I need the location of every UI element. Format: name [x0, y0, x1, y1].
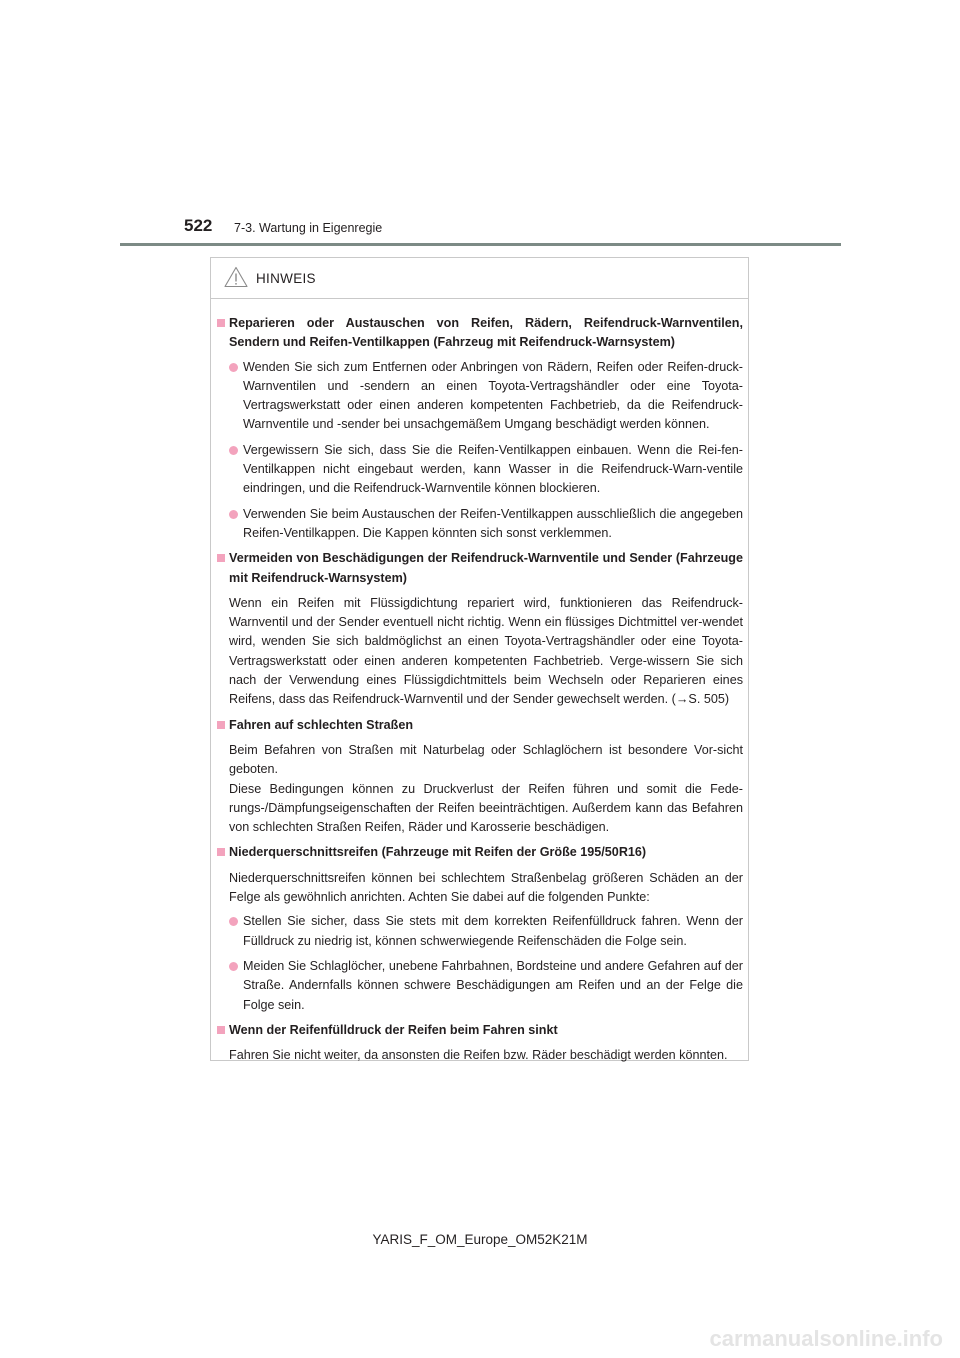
- paragraph: Wenn ein Reifen mit Flüssigdichtung repariert wird, funktionieren das Reifendruck-Warnventil und der Sender eventuell nicht richtig. Wenn ein flüssiges Dichtmittel ver-wendet wird, wenden Sie sich baldmöglichst an einen Toyota-Vertragshändler oder eine Toyota-Vertragswerkstatt oder einen anderen kompetenten Fachbetrieb. Verge-wissern Sie sich nach der Verwendung eines Flüssigdichtmittels beim Wechseln oder Reparieren eines Reifens, dass das Reifendruck-Warnventil und der Sender gewechselt werden. (→S. 505): [229, 595, 743, 707]
- note-section: [217, 314, 743, 543]
- note-body: [217, 314, 743, 1071]
- bullet-text: Vergewissern Sie sich, dass Sie die Reifen-Ventilkappen einbauen. Wenn die Rei-fen-Ventilkappen nicht eingebaut werden, kann Wasser in die Reifendruck-Warn-ventile eindringen, und die Reifendruck-Warnventile können blockieren.: [243, 442, 743, 496]
- bullet-dot: [229, 446, 238, 455]
- note-section-title: Fahren auf schlechten Straßen: [229, 717, 414, 732]
- note-section: [217, 716, 743, 838]
- note-section: [217, 843, 743, 1014]
- warning-triangle-icon: [224, 266, 248, 288]
- paragraph: Fahren Sie nicht weiter, da ansonsten die Reifen bzw. Räder beschädigt werden könnten.: [229, 1048, 728, 1063]
- note-section-title: Reparieren oder Austauschen von Reifen, Rädern, Reifendruck-Warnventilen, Sendern und Reifen-Ventilkappen (Fahrzeug mit Reifendruck-Warnsystem): [229, 316, 743, 350]
- header-rule: [120, 243, 841, 246]
- bullet-text: Meiden Sie Schlaglöcher, unebene Fahrbahnen, Bordsteine und andere Gefahren auf der Straße. Andernfalls können schwere Beschädigungen am Reifen und an der Felge die Folge sein.: [243, 958, 743, 1012]
- page-number: 522: [184, 216, 213, 235]
- bullet-text: Verwenden Sie beim Austauschen der Reifen-Ventilkappen ausschließlich die angegeben Reifen-Ventilkappen. Die Kappen könnten sich sonst verklemmen.: [243, 506, 743, 540]
- bullet-dot: [229, 917, 238, 926]
- bullet-item: [229, 912, 743, 951]
- bullet-item: [229, 358, 743, 435]
- bullet-text: Stellen Sie sicher, dass Sie stets mit dem korrekten Reifenfülldruck fahren. Wenn der Fülldruck zu niedrig ist, können schwerwiegende Reifenschäden die Folge sein.: [243, 914, 743, 948]
- section-square-marker: [217, 554, 225, 562]
- bullet-item: [229, 505, 743, 544]
- bullet-text: Wenden Sie sich zum Entfernen oder Anbringen von Rädern, Reifen oder Reifen-druck-Warnventilen und -sendern an einen Toyota-Vertragshändler oder eine Toyota-Vertragswerkstatt oder einen anderen kompetenten Fachbetrieb, da die Reifendruck-Warnventile und -sender bei unsachgemäßem Umgang beschädigt werden können.: [243, 359, 743, 432]
- note-section-title: Niederquerschnittsreifen (Fahrzeuge mit Reifen der Größe 195/50R16): [229, 845, 647, 860]
- bullet-item: [229, 957, 743, 1015]
- section-title: 7-3. Wartung in Eigenregie: [234, 221, 383, 235]
- paragraph: Diese Bedingungen können zu Druckverlust der Reifen führen und somit die Fede-rungs-/Dämpfungseigenschaften der Reifen beeinträchtigen. Außerdem kann das Befahren von schlechten Straßen Reifen, Räder und Karosserie beschädigen.: [229, 781, 743, 835]
- paragraph: Beim Befahren von Straßen mit Naturbelag oder Schlaglöchern ist besondere Vor-sicht geboten.: [229, 742, 743, 777]
- section-square-marker: [217, 848, 225, 856]
- note-section: [217, 1021, 743, 1066]
- note-section-title: Vermeiden von Beschädigungen der Reifendruck-Warnventile und Sender (Fahrzeuge mit Reifendruck-Warnsystem): [229, 551, 743, 585]
- bullet-dot: [229, 510, 238, 519]
- note-title: HINWEIS: [256, 271, 316, 286]
- bullet-dot: [229, 962, 238, 971]
- note-section: [217, 549, 743, 709]
- note-section-title: Wenn der Reifenfülldruck der Reifen beim Fahren sinkt: [229, 1022, 558, 1037]
- carmanualsonline-watermark-logo: [710, 1323, 945, 1353]
- note-header: [211, 258, 748, 299]
- footer-document-id: YARIS_F_OM_Europe_OM52K21M: [372, 1232, 588, 1247]
- section-square-marker: [217, 721, 225, 729]
- paragraph: Niederquerschnittsreifen können bei schlechtem Straßenbelag größeren Schäden an der Felge als gewöhnlich anrichten. Achten Sie dabei auf die folgenden Punkte:: [229, 870, 743, 905]
- svg-text:carmanualsonline.info: carmanualsonline.info: [710, 1326, 943, 1351]
- bullet-item: [229, 441, 743, 499]
- note-box: [210, 257, 749, 1061]
- section-square-marker: [217, 1026, 225, 1034]
- section-square-marker: [217, 319, 225, 327]
- bullet-dot: [229, 363, 238, 372]
